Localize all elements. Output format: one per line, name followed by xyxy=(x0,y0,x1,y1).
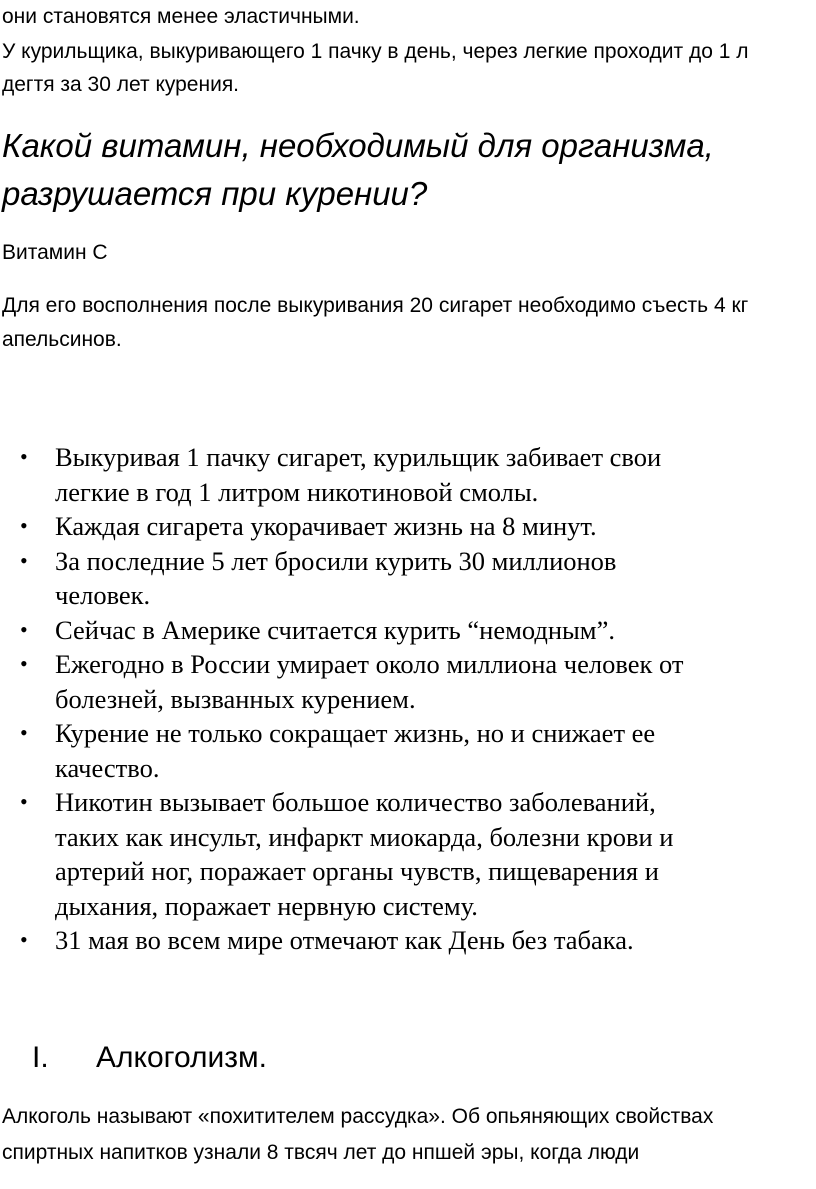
bullet-icon: • xyxy=(20,616,28,642)
list-item xyxy=(0,544,816,613)
bullet-icon: • xyxy=(20,513,28,538)
list-item xyxy=(0,716,816,785)
fact-text: Никотин вызывает большое количество заболеваний, таких как инсульт, инфаркт миокарда, болезни крови и артерий ног, поражает органы чувств, пищеварения и дыхания, поражает нервную систему. xyxy=(55,787,674,921)
alcohol-line-1: Алкоголь называют «похитителем рассудка». Об опьяняющих свойствах xyxy=(2,1105,714,1128)
question-line-1: Какой витамин, необходимый для организма, xyxy=(2,127,714,164)
intro-line-3: дегтя за 30 лет курения. xyxy=(2,73,240,96)
list-item xyxy=(0,647,816,716)
fact-text: Сейчас в Америке считается курить “немодным”. xyxy=(55,614,615,645)
intro-line-1: они становятся менее эластичными. xyxy=(2,5,360,28)
bullet-icon: • xyxy=(20,547,28,573)
intro-line-2: У курильщика, выкуривающего 1 пачку в день, через легкие проходит до 1 л xyxy=(2,40,749,63)
smoking-facts-list xyxy=(0,440,816,958)
bullet-icon: • xyxy=(20,651,28,676)
list-item xyxy=(0,923,816,958)
fact-text: Выкуривая 1 пачку сигарет, курильщик забивает свои легкие в год 1 литром никотиновой смолы. xyxy=(55,442,662,507)
bullet-icon: • xyxy=(20,927,28,952)
refill-line-1: Для его восполнения после выкуривания 20 сигарет необходимо съесть 4 кг xyxy=(2,294,749,317)
section-heading xyxy=(32,1036,267,1080)
alcohol-line-2: спиртных напитков узнали 8 твсяч лет до нпшей эры, когда люди xyxy=(2,1141,640,1164)
list-item xyxy=(0,613,816,648)
fact-text: За последние 5 лет бросили курить 30 миллионов человек. xyxy=(55,545,617,610)
fact-text: Каждая сигарета укорачивает жизнь на 8 минут. xyxy=(55,511,597,541)
bullet-icon: • xyxy=(20,444,28,469)
vitamin-question xyxy=(2,122,714,218)
list-item xyxy=(0,440,816,509)
list-item xyxy=(0,509,816,544)
refill-line-2: апельсинов. xyxy=(2,328,122,351)
question-line-2: разрушается при курении? xyxy=(2,175,428,212)
fact-text: Ежегодно в России умирает около миллиона человек от болезней, вызванных курением. xyxy=(55,649,684,714)
bullet-icon: • xyxy=(20,720,28,745)
section-number: I. xyxy=(32,1041,49,1074)
fact-text: Курение не только сокращает жизнь, но и снижает ее качество. xyxy=(55,718,656,783)
section-title: Алкоголизм. xyxy=(96,1041,267,1074)
fact-text: 31 мая во всем мире отмечают как День без табака. xyxy=(55,925,634,955)
bullet-icon: • xyxy=(20,789,28,814)
list-item xyxy=(0,785,816,923)
vitamin-answer: Витамин С xyxy=(2,241,108,264)
